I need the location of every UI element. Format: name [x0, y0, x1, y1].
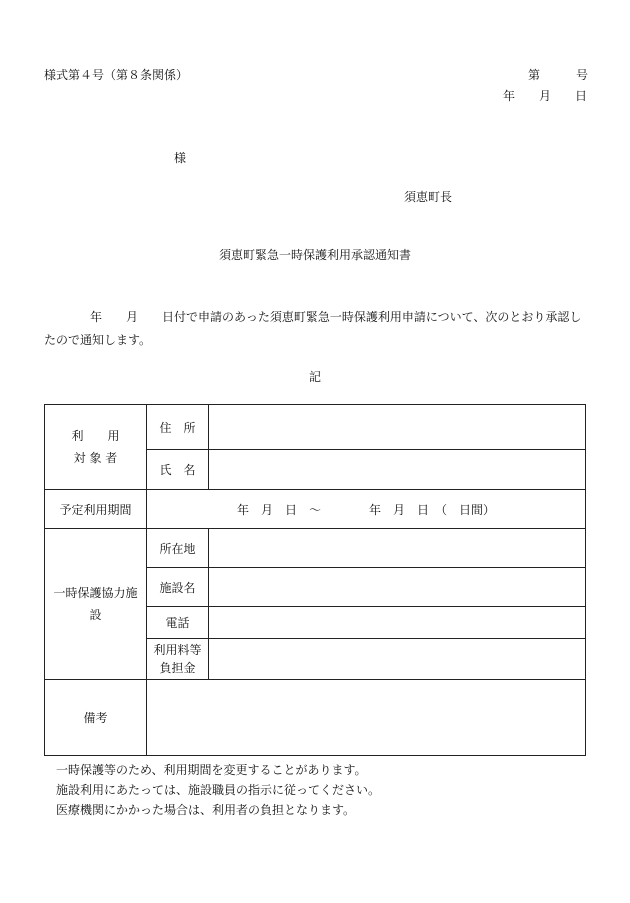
location-label: 所在地 — [147, 529, 209, 568]
address-label: 住 所 — [147, 405, 209, 450]
document-title: 須恵町緊急一時保護利用承認通知書 — [218, 248, 411, 262]
note-item: 施設利用にあたっては、施設職員の指示に従ってください。 — [56, 783, 381, 797]
facility-name-field[interactable] — [209, 568, 586, 607]
location-field[interactable] — [209, 529, 586, 568]
fee-label-line1: 利用料等 — [153, 643, 202, 657]
fee-field[interactable] — [209, 639, 586, 680]
recipient-honorific: 様 — [174, 151, 187, 165]
user-label-line2: 対 象 者 — [73, 451, 118, 465]
remarks-label: 備考 — [45, 680, 147, 756]
name-label: 氏 名 — [147, 450, 209, 490]
fee-label-cell — [147, 639, 209, 680]
facility-name-label: 施設名 — [147, 568, 209, 607]
form-number: 様式第４号（第８条関係） — [44, 68, 189, 82]
body-text: 年 月 日付で申請のあった須恵町緊急一時保護利用申請について、次のとおり承認したので通知します。 — [44, 310, 582, 347]
period-value[interactable]: 年 月 日 ～ 年 月 日 （ 日間） — [147, 490, 586, 529]
facility-label-line2: 設 — [89, 608, 102, 622]
facility-label-cell — [45, 529, 147, 680]
document-number: 第 号 — [528, 68, 589, 82]
fee-label-line2: 負担金 — [159, 661, 196, 675]
note-item: 医療機関にかかった場合は、利用者の負担となります。 — [56, 803, 356, 817]
phone-field[interactable] — [209, 607, 586, 639]
facility-label-line1: 一時保護協力施 — [53, 586, 138, 600]
period-label: 予定利用期間 — [45, 490, 147, 529]
phone-label: 電話 — [147, 607, 209, 639]
issue-date: 年 月 日 — [503, 89, 588, 103]
user-label-cell — [45, 405, 147, 490]
user-label-line1: 利 用 — [71, 429, 120, 443]
note-item: 一時保護等のため、利用期間を変更することがあります。 — [56, 763, 367, 777]
issuer-name: 須恵町長 — [404, 190, 453, 204]
notes — [56, 760, 380, 820]
approval-table — [44, 404, 586, 756]
name-field[interactable] — [209, 450, 586, 490]
ki-heading: 記 — [308, 370, 321, 384]
address-field[interactable] — [209, 405, 586, 450]
remarks-field[interactable] — [147, 680, 586, 756]
